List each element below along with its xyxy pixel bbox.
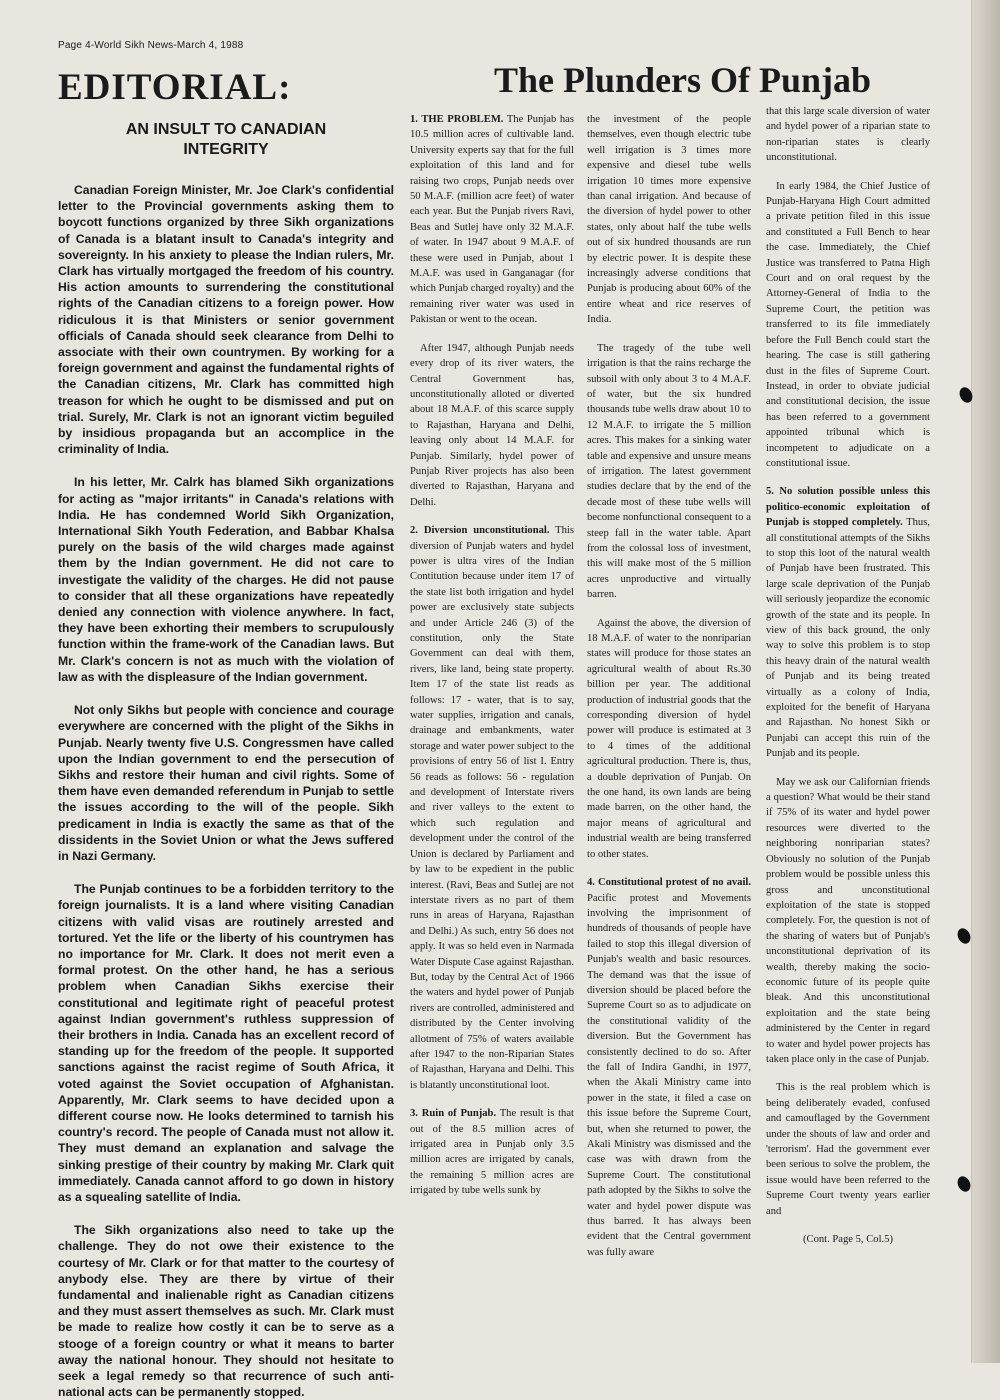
article-paragraph (587, 875, 751, 1260)
editorial-paragraph: In his letter, Mr. Calrk has blamed Sikh organizations for acting as "major irritants" in Canada's relations with India. He has condemned World Sikh Organization, International Sikh Youth Federation, and Babbar Khalsa purely on the basis of the wild charges made against them by the Indian government. He did not care to investigate the validity of the charges. He did not pause to consider that all these organizations have repeatedly denied any connection with violence anywhere. In fact, they have been exhorting their members to scrupulously function within the frame-work of the Canadian laws. But Mr. Clark's concern is not as much with the violation of law as with the displeasure of the Indian government. (58, 475, 394, 684)
paragraph-text: The tragedy of the tube well irrigation is that the rains recharge the subsoil with only about 3 to 4 M.A.F. of water, but the six hundred thousands tube wells draw about 10 to 12 M.A.F. to irrigate the 5 million acres. This makes for a sinking water table and expensive and unsure means of irrigation. The latest government studies declare that by the end of the decade most of these tube wells will become nonfunctional consequent to a steep fall in the water table. Apart from the colossal loss of investment, this will make most of the 5 million acres unproductive and virtually barren. (587, 342, 751, 601)
section-title: 5. No solution possible unless this politico-economic exploitation of Punjab is stopped completely. (766, 486, 930, 529)
page-edge (971, 0, 1000, 1363)
editorial-paragraph: Canadian Foreign Minister, Mr. Joe Clark's confidential letter to the Provincial governments asking them to boycott functions organized by three Sikh organizations of Canada is a blatant insult to Canada's integrity and sovereignty. In his anxiety to please the Indian rulers, Mr. Clark has virtually mortgaged the freedom of his country. His action amounts to surrendering the constitutional rights of the Canadian citizens to a foreign power. How ridiculous it is that Ministers or senior government officials of Canada should seek clearance from Delhi to associate with their own countrymen. By working for a foreign government and against the fundamental rights of the Canadian citizens, Mr. Clark has committed high treason for which he ought to be dismissed and put on trial. Surely, Mr. Clark is not an ignorant victim beguiled by insidious propaganda but an accomplice in the criminality of India. (58, 183, 394, 457)
paragraph-text: Pacific protest and Movements involving the imprisonment of hundreds of thousands of people have failed to stop this illegal diversion of Punjab's wealth and basic resources. The demand was that the issue of diversion should be placed before the Supreme Court so as to adjudicate on the constitutional validity of the diversion. But the Government has consistently declined to do so. After the fall of Indira Gandhi, in 1977, when the Akali Ministry came into power in the state, it filed a case on this issue before the Supreme Court, but, when she returned to power, the Akali Ministry was dismissed and the case was with drawn from the Supreme Court. The constitutional path adopted by the Sikhs to solve the water and hydel power dispute was thus barred. It has always been evident that the Central government was fully aware (587, 892, 751, 1258)
article-paragraph (587, 112, 751, 328)
article-paragraph (410, 1106, 574, 1198)
continued-note: (Cont. Page 5, Col.5) (802, 1234, 894, 1246)
article-column-3 (766, 104, 930, 1247)
paragraph-text: The result is that out of the 8.5 million acres of irrigated area in Punjab only 3.5 million acres are irrigated by canals, the remaining 5 million acres are irrigated by tube wells sunk by (410, 1108, 574, 1197)
subheadline-line-2: INTEGRITY (183, 141, 269, 158)
paragraph-text: that this large scale diversion of water and hydel power of a riparian state to non-riparian states is clearly unconstitutional. (766, 106, 930, 164)
article-paragraph (410, 112, 574, 328)
paragraph-text: This diversion of Punjab waters and hydel power is ultra vires of the Indian Contitution because under item 17 of the state list both irrigation and hydel power are exclusively state subjects and under Article 246 (3) of the constitution, only the State Government can deal with them, rivers, like land, being state property. Item 17 of the state list reads as follows: 17 - water, that is to say, water supplies, irrigation and canals, drainage and embankments, water storage and water power subject to the provisions of entry 56 of list I. Entry 56 reads as follows: 56 - regulation and development of Interstate rivers and river valleys to the extent to which such regulation and development under the control of the Union is declared by Parliament and by law to be expedient in the public interest. (Ravi, Beas and Sutlej are not interstate rivers as no part of them runs in areas of Haryana, Rajasthan and Delhi.) As such, entry 56 does not apply. It was so held even in Narmada Water Dispute Case against Rajasthan. But, today by the Central Act of 1966 the waters and hydel power of Punjab rivers are controlled, administered and distributed by the Center involving allotment of 75% of waters available after 1947 to the non-Riparian States of Rajasthan, Haryana and Delhi. This is blatantly unconstitutional loot. (410, 525, 574, 1091)
editorial-label: EDITORIAL: (58, 67, 292, 108)
article-paragraph (766, 179, 930, 472)
paragraph-text: After 1947, although Punjab needs every drop of its river waters, the Central Government has, unconstitutionally alloted or diverted about 18 M.A.F. of this scarce supply to Rajasthan, Haryana and Delhi, leaving only about 14 M.A.F. for Punjab. Similarly, hydel power of Punjab River projects has also been diverted to Rajasthan, Haryana and Delhi. (410, 342, 574, 508)
editorial-column (58, 120, 394, 1400)
paragraph-text: In early 1984, the Chief Justice of Punjab-Haryana High Court admitted a private petition filed in this issue and constituted a Full Bench to hear the case. Immediately, the Chief Justice was transferred to Patna High Court and on oral request by the Attorney-General of India to the Supreme Court, the petition was transferred to its file immediately before the Full Bench could start the hearing. The case is still gathering dust in the files of Supreme Court. Instead, in order to obviate judicial and constitutional decision, the issue has been referred to a government appointed tribunal which is incompetent to adjudicate on a constitutional issue. (766, 180, 930, 469)
article-paragraph (587, 341, 751, 603)
paragraph-text: May we ask our Californian friends a question? What would be their stand if 75% of its water and hydel power resources were diverted to the neighboring nonriparian states? Obviously no solution of the Punjab problem would be possible unless this gross and unconstitutional exploitation of the state is stopped completely. For, the question is not of the sharing of waters but of Punjab's unconstitutional deprivation of its wealth, thereby making the socio-economic future of its people quite bleak. And this unconstitutional exploitation and the state being administered by the Center in regard to water and hydel power projects has taken place only in the case of Punjab. (766, 776, 930, 1065)
article-paragraph (587, 616, 751, 863)
article-paragraph (766, 104, 930, 166)
section-title: 2. Diversion unconstitutional. (410, 525, 550, 537)
paragraph-text: The Punjab has 10.5 million acres of cultivable land. University experts say that for the full exploitation of this land and for raising two crops, Punjab needs over 50 M.A.F. (million acre feet) of water each year. But the Punjab rivers Ravi, Beas and Sutlej have only 32 M.A.F. of water. In 1947 about 9 M.A.F. of these were used in Punjab, about 1 M.A.F. was used in Ganganagar (for which Punjab charged royalty) and the remaining river water was used in Pakistan or went to the ocean. (410, 114, 574, 326)
article-column-1 (410, 112, 574, 1212)
paragraph-text: Against the above, the diversion of 18 M.A.F. of water to the nonriparian states will produce for those states an agricultural wealth of about Rs.30 billion per year. The additional production of industrial goods that the corresponding diversion of hydel power will produce is estimated at 3 to 4 times of the additional agricultural production. There is, thus, a double deprivation of Punjab. On the one hand, its own lands are being made barren, on the other hand, the major means of agricultural and industrial wealth are being transferred to other states. (587, 617, 751, 860)
section-title: 3. Ruin of Punjab. (410, 1108, 497, 1120)
article-paragraph (766, 775, 930, 1068)
section-title: 4. Constitutional protest of no avail. (587, 877, 751, 889)
article-paragraph (410, 523, 574, 1093)
editorial-subheadline (58, 120, 394, 160)
article-paragraph (410, 341, 574, 510)
editorial-paragraph: Not only Sikhs but people with concience and courage everywhere are concerned with the plight of the Sikhs in Punjab. Nearly twenty five U.S. Congressmen have called upon the Indian government to end the persecution of Sikhs and restore their human and civil rights. Some of them have even demanded referendum in Punjab to settle the issues according to the will of the people. Sikh predicament in India is exactly the same as that of the dissidents in the Soviet Union or what the Jews suffered in Nazi Germany. (58, 703, 394, 863)
paragraph-text: the investment of the people themselves, even though electric tube well irrigation is 3 times more expensive and diesel tube wells irrigation 10 times more expensive than canal irrigation. And because of the diversion of hydel power to other states, only about half the tube wells out of six hundred thousands are run by electric power. It is despite these increasingly adverse conditions that Punjab is producing about 60% of the entire wheat and rice reserves of India. (587, 114, 751, 326)
editorial-paragraph: The Sikh organizations also need to take up the challenge. They do not owe their existence to the courtesy of Mr. Clark or for that matter to the courtesy of anybody else. They are there by virtue of their fundamental and inalienable right as Canadian citizens and they must assert themselves as such. Mr. Clark must be made to realize how costly it can be to serve as a stooge of a foreign country or what it means to barter away the national honour. They should not hesitate to seek a legal remedy so that recurrence of such anti-national acts can be permanently stopped. (58, 1223, 394, 1400)
article-paragraph (766, 484, 930, 761)
article-paragraph (766, 1080, 930, 1219)
editorial-paragraph: The Punjab continues to be a forbidden territory to the foreign journalists. It is a land where visiting Canadian citizens with valid visas are routinely arrested and tortured. Yet the life or the liberty of his countrymen has no importance for Mr. Clark. It does not merit even a formal protest. On the other hand, he has a serious problem when Canadian Sikhs exercise their constitutional and legitimate right of peaceful protest against Indian government's ruthless suppression of their brothers in India. Canada has an excellent record of standing up for the freedom of the people. It supported sanctions against the racist regime of South Africa, it voted against the Soviet occupation of Afghanistan. Apparently, Mr. Clark seems to have decided upon a different course now. He looks determined to tarnish his country's record. The people of Canada must not allow it. They must demand an explanation and salvage the sinking prestige of their country by making Mr. Clark quit immediately. Canada cannot afford to go down in history as a squealing satellite of India. (58, 882, 394, 1204)
article-headline: The Plunders Of Punjab (494, 60, 872, 100)
section-title: 1. THE PROBLEM. (410, 114, 504, 125)
paragraph-text: This is the real problem which is being deliberately evaded, confused and camouflaged by the Government under the shouts of law and order and 'terrorism'. Had the government ever been serious to solve the problem, the issue would have been referred to the Supreme Court twenty years earlier and (766, 1082, 930, 1217)
subheadline-line-1: AN INSULT TO CANADIAN (125, 121, 327, 138)
paragraph-text: Thus, all constitutional attempts of the Sikhs to stop this loot of the natural wealth of Punjab have been frustrated. This large scale deprivation of the Punjab will seriously jeopardize the economic growth of the state and its people. In view of this back ground, the only way to solve this problem is to stop this heavy drain of the natural wealth of Punjab and its being treated virtually as a colony of India, exploited for the benefit of Haryana and Rajasthan. No honest Sikh or Punjabi can accept this ruin of the Punjab and its people. (766, 517, 930, 760)
page-header: Page 4-World Sikh News-March 4, 1988 (58, 40, 244, 51)
article-column-2 (587, 112, 751, 1273)
